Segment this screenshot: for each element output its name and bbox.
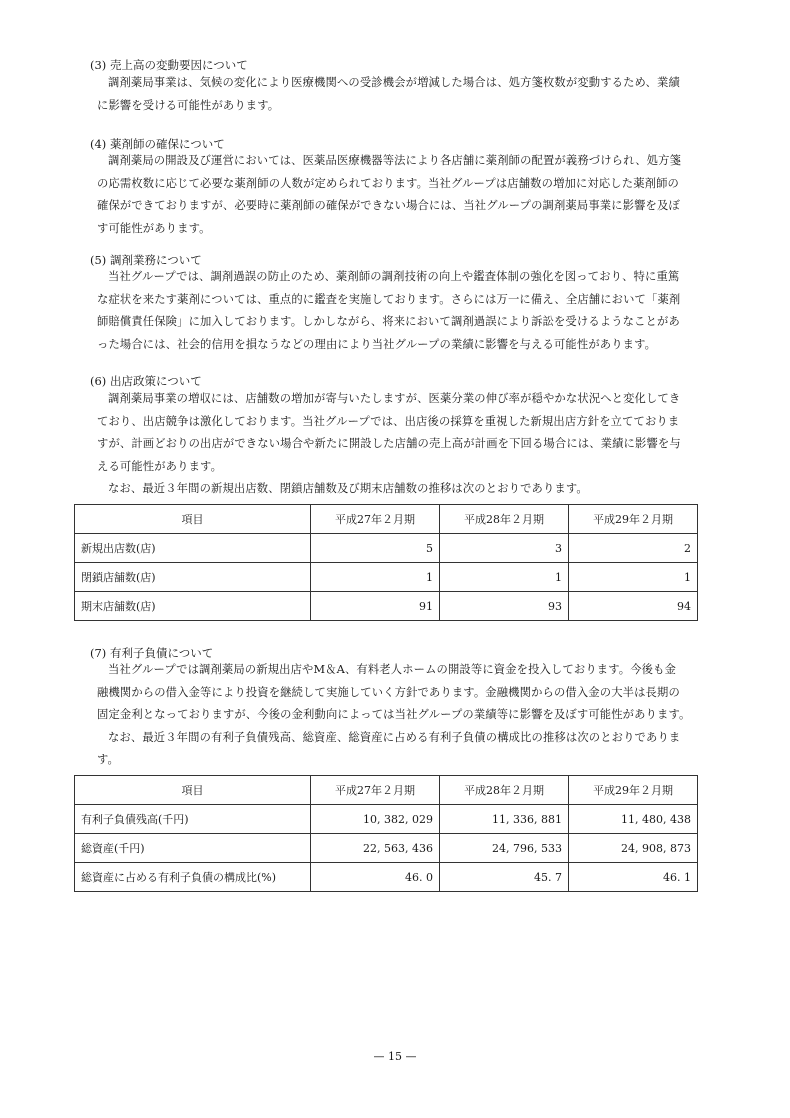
cell-value: 10, 382, 029 bbox=[311, 805, 440, 834]
cell-value: 22, 563, 436 bbox=[311, 834, 440, 863]
cell-value: 46. 1 bbox=[569, 863, 698, 892]
section-5-line: な症状を来たす薬剤については、重点的に鑑査を実施しております。さらには万一に備え、全店舗において「薬剤 bbox=[97, 292, 681, 306]
page-number: — 15 — bbox=[373, 1050, 417, 1063]
section-5-line: 当社グループでは、調剤過誤の防止のため、薬剤師の調剤技術の向上や鑑査体制の強化を図っており、特に重篤 bbox=[108, 270, 680, 283]
cell-value: 3 bbox=[440, 534, 569, 563]
table-row bbox=[75, 592, 698, 621]
table-row bbox=[75, 863, 698, 892]
cell-value: 94 bbox=[569, 592, 698, 621]
section-7-line: 当社グループでは調剤薬局の新規出店やM＆A、有料老人ホームの開設等に資金を投入しております。今後も金 bbox=[108, 663, 677, 676]
section-7-line: 融機関からの借入金等により投資を継続して実施していく方針であります。金融機関からの借入金の大半は長期の bbox=[97, 685, 680, 699]
section-6-line: 調剤薬局事業の増収には、店舗数の増加が寄与いたしますが、医薬分業の伸び率が穏やかな状況へと変化してき bbox=[108, 392, 681, 405]
table-header-row bbox=[75, 776, 698, 805]
table-header-cell: 項目 bbox=[75, 505, 311, 534]
section-4-line: 調剤薬局の開設及び運営においては、医薬品医療機器等法により各店舗に薬剤師の配置が義務づけられ、処方箋 bbox=[108, 154, 682, 167]
table-header-cell: 平成28年２月期 bbox=[440, 776, 569, 805]
section-4-line: の応需枚数に応じて必要な薬剤師の人数が定められております。当社グループは店舗数の増加に対応した薬剤師の bbox=[97, 176, 679, 190]
section-4-line: す可能性があります。 bbox=[97, 221, 211, 235]
section-3-line: 調剤薬局事業は、気候の変化により医療機関への受診機会が増減した場合は、処方箋枚数が変動するため、業績 bbox=[108, 76, 680, 89]
section-7-heading: (7) 有利子負債について bbox=[90, 646, 214, 660]
table-header-cell: 平成27年２月期 bbox=[311, 505, 440, 534]
cell-value: 93 bbox=[440, 592, 569, 621]
table-row bbox=[75, 805, 698, 834]
cell-value: 11, 480, 438 bbox=[569, 805, 698, 834]
cell-value: 24, 908, 873 bbox=[569, 834, 698, 863]
row-label: 期末店舗数(店) bbox=[75, 592, 311, 621]
section-6-body bbox=[97, 388, 717, 501]
row-label: 新規出店数(店) bbox=[75, 534, 311, 563]
section-6-line: ており、出店競争は激化しております。当社グループでは、出店後の採算を重視した新規出店方針を立てておりま bbox=[97, 414, 680, 428]
table-header-cell: 項目 bbox=[75, 776, 311, 805]
section-4-heading: (4) 薬剤師の確保について bbox=[90, 137, 225, 151]
section-5-line: った場合には、社会的信用を損なうなどの理由により当社グループの業績に影響を与える可能性があります。 bbox=[97, 337, 657, 351]
section-5-line: 師賠償責任保険」に加入しております。しかしながら、将来において調剤過誤により訴訟を受けるようなことがあ bbox=[97, 315, 680, 328]
section-5-heading: (5) 調剤業務について bbox=[90, 253, 202, 267]
section-3-line: に影響を受ける可能性があります。 bbox=[97, 98, 280, 112]
section-6-heading: (6) 出店政策について bbox=[90, 374, 202, 388]
section-4-line: 確保ができておりますが、必要時に薬剤師の確保ができない場合には、当社グループの調剤薬局事業に影響を及ぼ bbox=[97, 199, 680, 212]
table-header-row bbox=[75, 505, 698, 534]
table-header-cell: 平成29年２月期 bbox=[569, 505, 698, 534]
table-row bbox=[75, 563, 698, 592]
table-header-cell: 平成28年２月期 bbox=[440, 505, 569, 534]
row-label: 総資産(千円) bbox=[75, 834, 311, 863]
section-7-body bbox=[97, 659, 717, 772]
section-7-line: 固定金利となっておりますが、今後の金利動向によっては当社グループの業績等に影響を及ぼす可能性があります。 bbox=[97, 708, 691, 721]
table-row bbox=[75, 834, 698, 863]
row-label: 閉鎖店舗数(店) bbox=[75, 563, 311, 592]
cell-value: 1 bbox=[569, 563, 698, 592]
cell-value: 1 bbox=[311, 563, 440, 592]
section-3-body bbox=[97, 72, 717, 117]
section-3-heading: (3) 売上高の変動要因について bbox=[90, 58, 248, 72]
table-header-cell: 平成27年２月期 bbox=[311, 776, 440, 805]
table-row bbox=[75, 534, 698, 563]
section-7-line: なお、最近３年間の有利子負債残高、総資産、総資産に占める有利子負債の構成比の推移は次のとおりでありま bbox=[108, 730, 681, 744]
cell-value: 2 bbox=[569, 534, 698, 563]
row-label: 有利子負債残高(千円) bbox=[75, 805, 311, 834]
cell-value: 24, 796, 533 bbox=[440, 834, 569, 863]
table-header-cell: 平成29年２月期 bbox=[569, 776, 698, 805]
cell-value: 91 bbox=[311, 592, 440, 621]
store-count-table bbox=[74, 504, 698, 621]
section-7-line: す。 bbox=[97, 753, 119, 766]
section-6-line: える可能性があります。 bbox=[97, 459, 223, 473]
row-label: 総資産に占める有利子負債の構成比(%) bbox=[75, 863, 311, 892]
cell-value: 46. 0 bbox=[311, 863, 440, 892]
section-6-line: なお、最近３年間の新規出店数、閉鎖店舗数及び期末店舗数の推移は次のとおりであります。 bbox=[108, 482, 588, 495]
cell-value: 1 bbox=[440, 563, 569, 592]
cell-value: 11, 336, 881 bbox=[440, 805, 569, 834]
section-4-body bbox=[97, 150, 717, 240]
interest-debt-table bbox=[74, 775, 698, 892]
cell-value: 5 bbox=[311, 534, 440, 563]
section-5-body bbox=[97, 266, 717, 356]
section-6-line: すが、計画どおりの出店ができない場合や新たに開設した店舗の売上高が計画を下回る場合には、業績に影響を与 bbox=[97, 437, 681, 450]
cell-value: 45. 7 bbox=[440, 863, 569, 892]
